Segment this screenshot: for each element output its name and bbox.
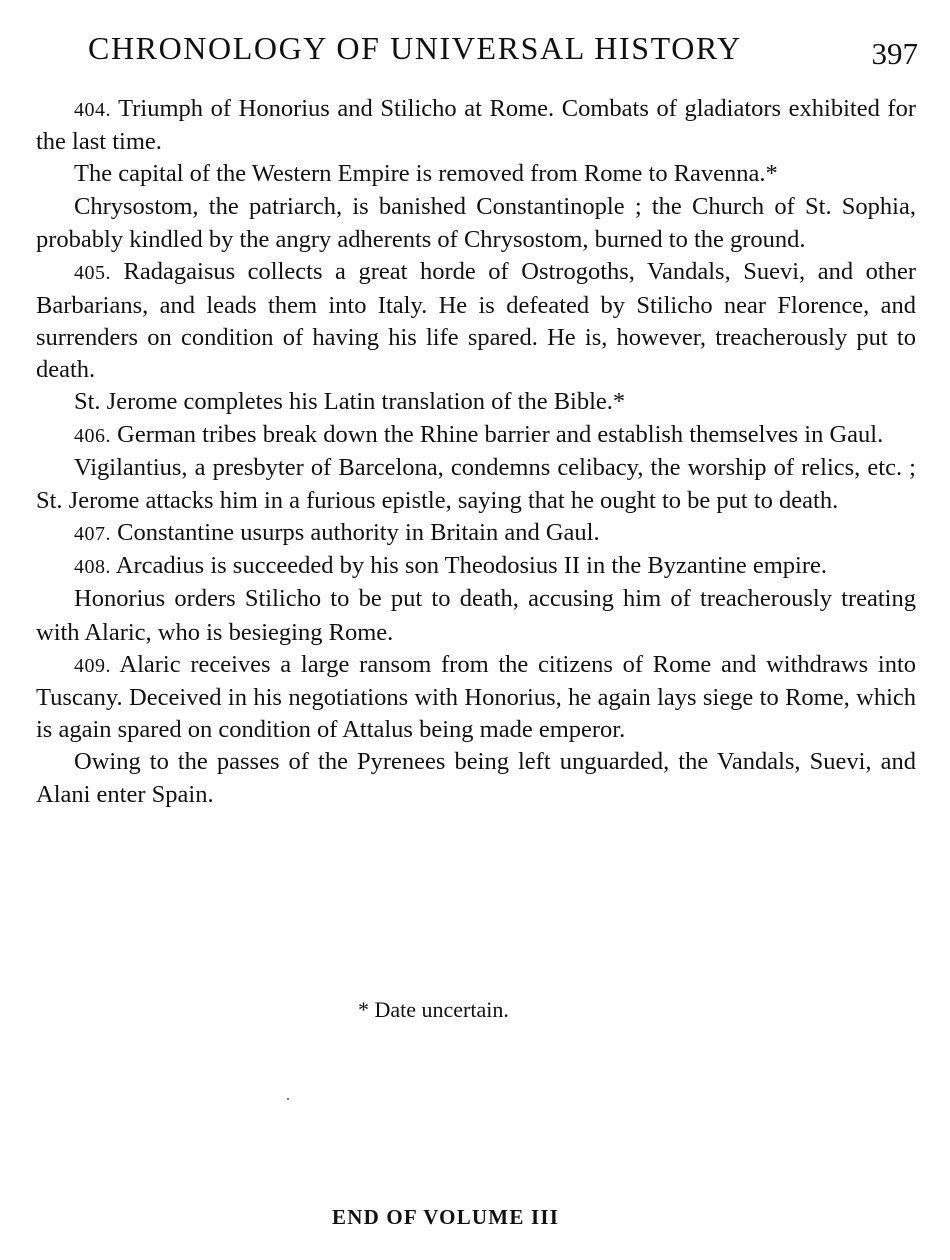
chronology-entry [36, 256, 916, 385]
entry-year: 406. [74, 424, 111, 447]
chronology-entry [36, 386, 916, 419]
chronology-entry [36, 550, 916, 583]
entry-text: Arcadius is succeeded by his son Theodosius II in the Byzantine empire. [111, 552, 828, 580]
page-number: 397 [871, 36, 918, 71]
chronology-entry [36, 419, 916, 452]
chronology-entry [36, 452, 916, 517]
chronology-text [36, 93, 916, 811]
chronology-entry [36, 517, 916, 550]
entry-text: Triumph of Honorius and Stilicho at Rome. Combats of gladiators exhibited for the last time. [36, 95, 916, 156]
entry-year: 409. [74, 654, 111, 677]
chronology-entry [36, 649, 916, 746]
running-title: CHRONOLOGY OF UNIVERSAL HISTORY [88, 30, 742, 66]
entry-text: Constantine usurps authority in Britain and Gaul. [111, 519, 600, 547]
entry-text: Honorius orders Stilicho to be put to death, accusing him of treacherously treating with Alaric, who is besieging Rome. [36, 585, 916, 646]
entry-year: 405. [74, 262, 111, 285]
ink-speck [287, 1098, 289, 1100]
chronology-entry [36, 191, 916, 256]
entry-text: Alaric receives a large ransom from the citizens of Rome and withdraws into Tuscany. Deceived in his negotiations with Honorius, he again lays siege to Rome, which is again spared on condition of Attalus being made emperor. [36, 650, 916, 743]
entry-text: St. Jerome completes his Latin translation of the Bible.* [74, 387, 626, 415]
chronology-entry [36, 93, 916, 158]
entry-year: 408. [74, 556, 111, 579]
entry-text: The capital of the Western Empire is removed from Rome to Ravenna.* [74, 160, 778, 188]
entry-text: Chrysostom, the patriarch, is banished Constantinople ; the Church of St. Sophia, probably kindled by the angry adherents of Chrysostom, burned to the ground. [36, 193, 916, 254]
entry-year: 404. [74, 99, 111, 121]
footnote: * Date uncertain. [358, 997, 509, 1022]
end-of-volume-mark: END OF VOLUME III [332, 1205, 560, 1229]
entry-text: Owing to the passes of the Pyrenees being left unguarded, the Vandals, Suevi, and Alani enter Spain. [36, 747, 916, 808]
chronology-entry [36, 158, 916, 191]
entry-text: Radagaisus collects a great horde of Ostrogoths, Vandals, Suevi, and other Barbarians, and leads them into Italy. He is defeated by Stilicho near Florence, and surrenders on condition of having his life spared. He is, however, treacherously put to death. [36, 258, 916, 383]
running-head [88, 28, 918, 71]
chronology-entry [36, 583, 916, 648]
entry-text: Vigilantius, a presbyter of Barcelona, condemns celibacy, the worship of relics, etc. ; St. Jerome attacks him in a furious epistle, saying that he ought to be put to death. [36, 454, 916, 515]
entry-year: 407. [74, 523, 111, 546]
chronology-entry [36, 746, 916, 811]
entry-text: German tribes break down the Rhine barrier and establish themselves in Gaul. [111, 420, 884, 448]
